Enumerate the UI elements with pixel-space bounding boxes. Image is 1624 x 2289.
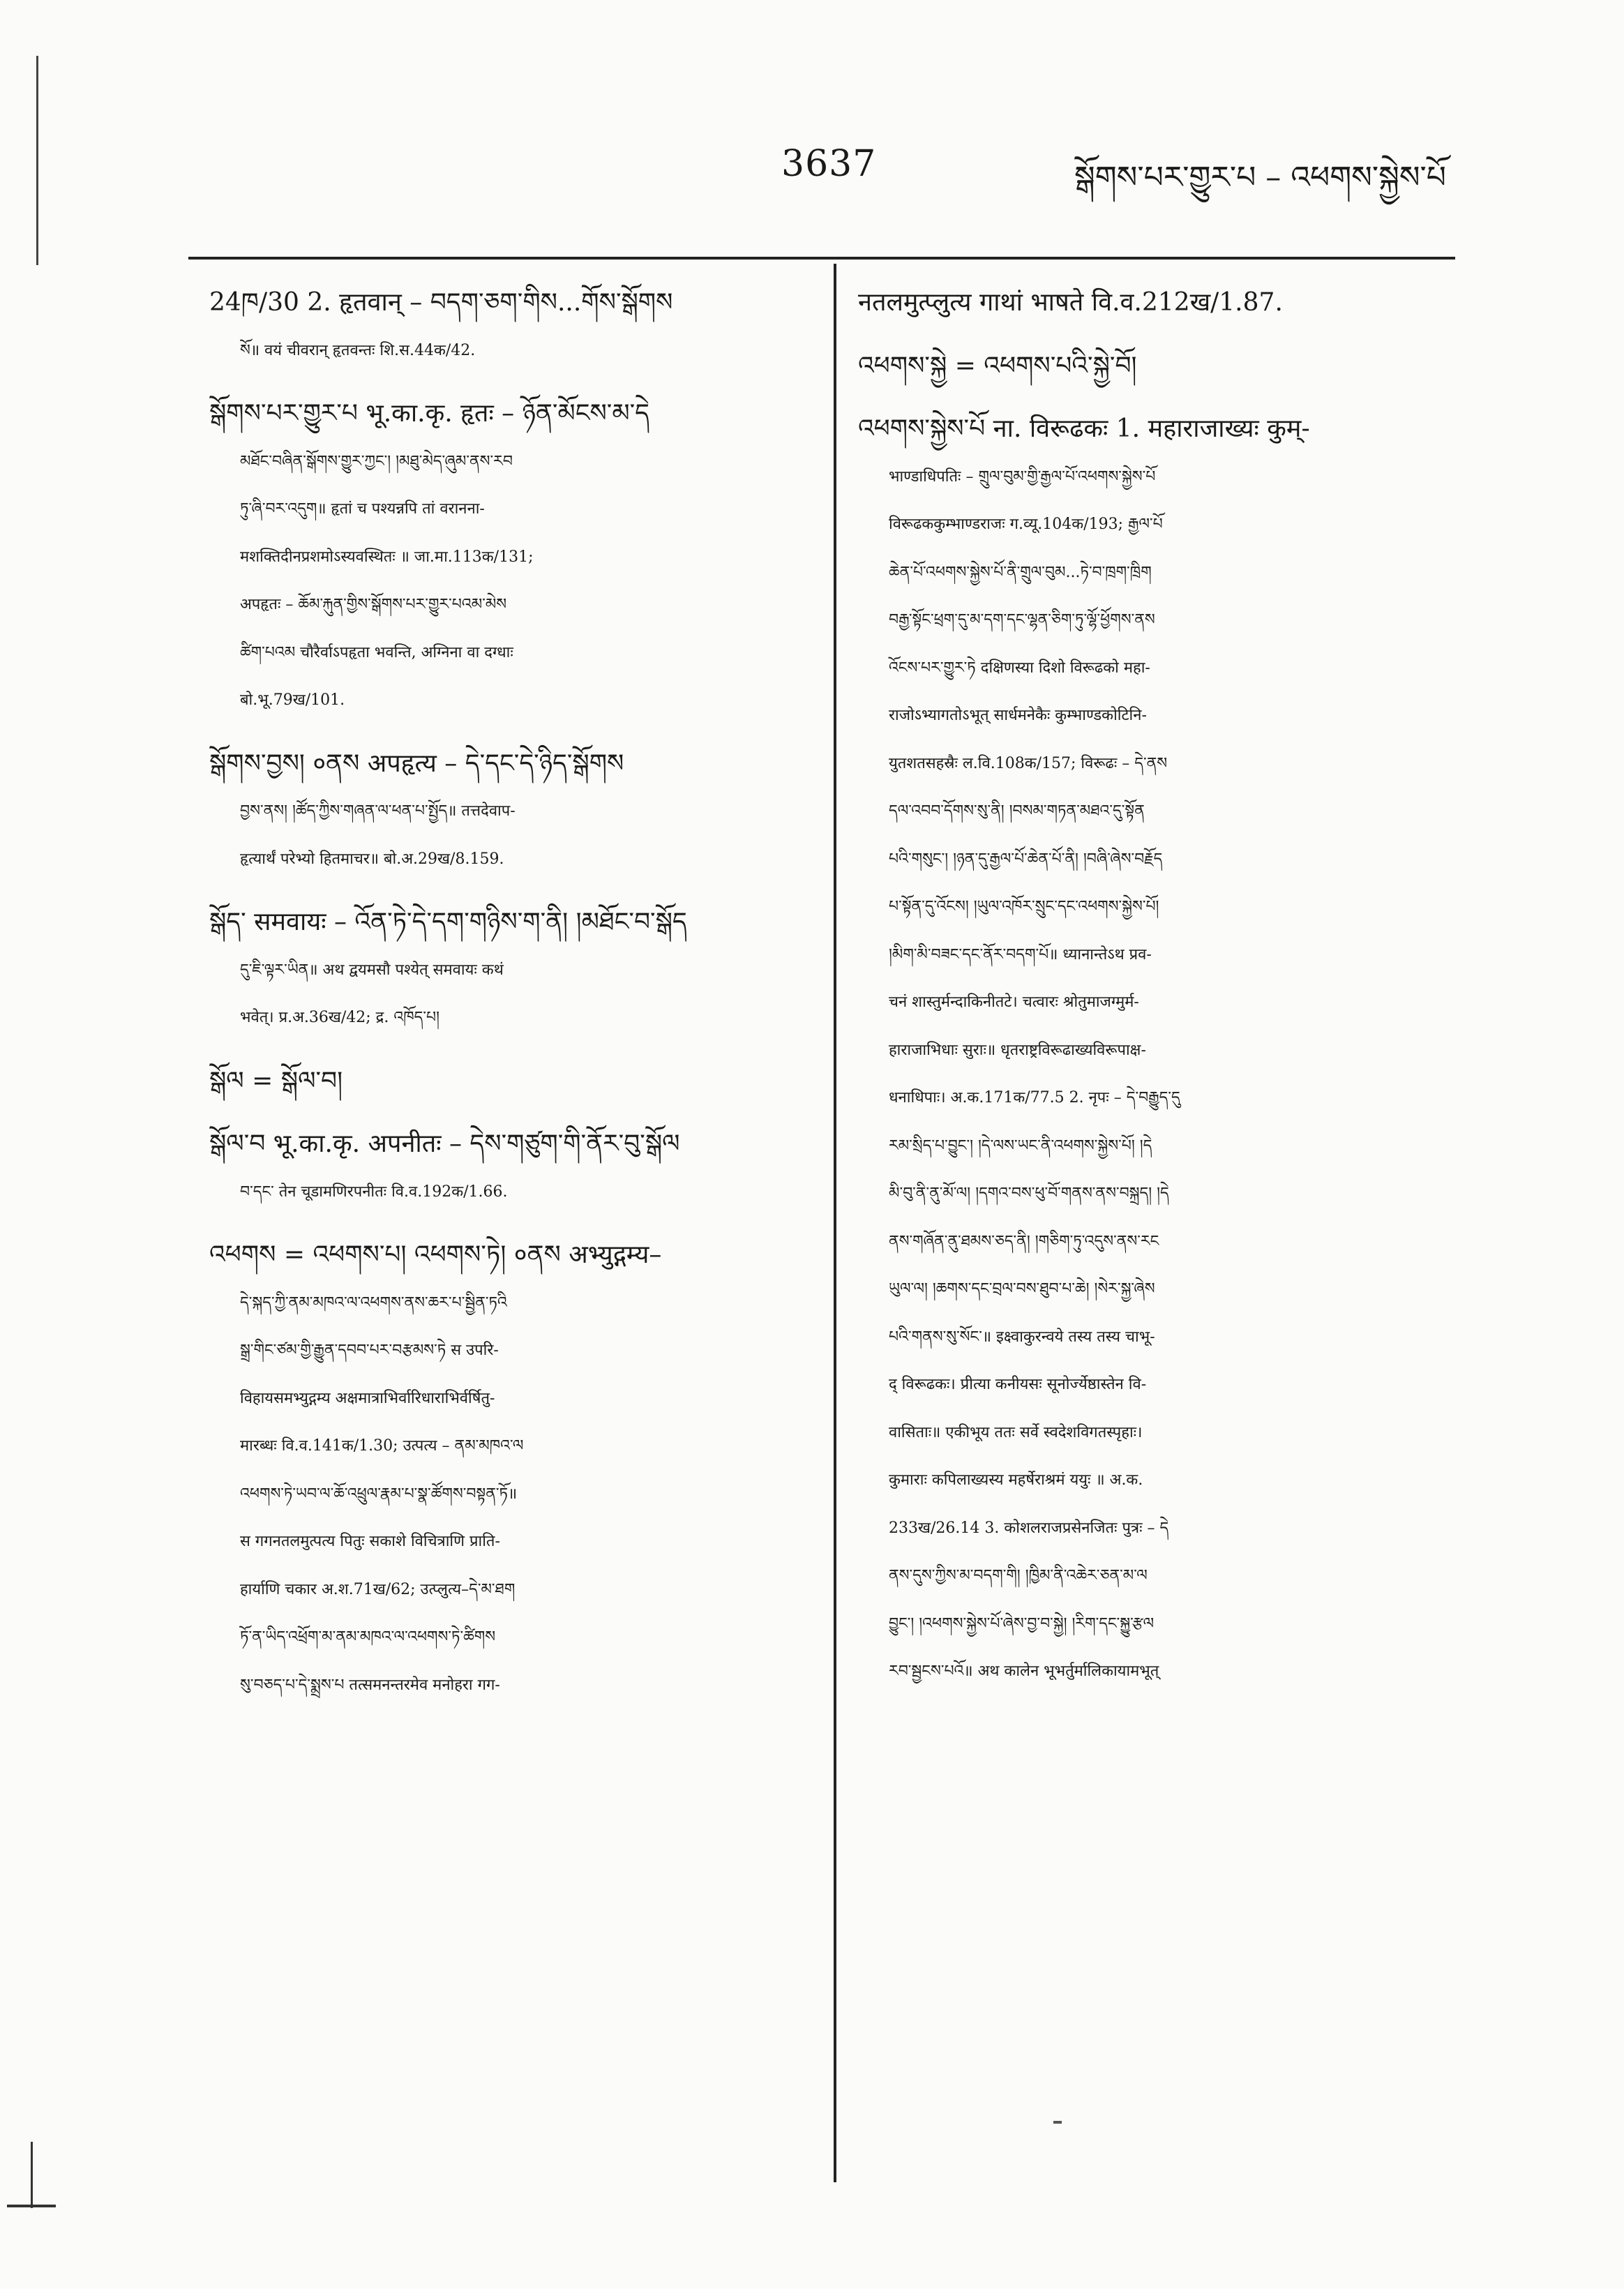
entry-line: འོངས་པར་གྱུར་ཏེ दक्षिणस्या दिशो विरूढको महा-	[889, 659, 1150, 677]
entry-line: ཏོ་ན་ཡིད་འཕྲོག་མ་ནམ་མཁའ་ལ་འཕགས་ཏེ་ཚིགས	[240, 1628, 496, 1646]
entry-line: 233ख/26.14 3. कोशलराजप्रसेनजितः पुत्रः – དེ	[889, 1519, 1169, 1537]
entry-line: པའི་གསུང་། །ཉན་དུ་རྒྱལ་པོ་ཆེན་པོ་ནི། །བཞི་ཞེས་བརྗོད	[889, 850, 1163, 868]
entry-line: དལ་འབབ་དོགས་སུ་ནི། །བསམ་གཏན་མཐའ་དུ་སྟོན	[889, 802, 1145, 820]
entry-line: པའི་གནས་སུ་སོང་॥ इक्ष्वाकुरन्वये तस्य तस्य चाभू-	[889, 1328, 1155, 1346]
entry-line: སྒྲ་གིང་ཙམ་གྱི་རྒྱུན་དབབ་པར་བརྩམས་ཏེ स उपरि-	[240, 1342, 499, 1359]
left-column	[209, 279, 816, 2191]
entry-line: भवेत्। प्र.अ.36ख/42; द्र. འཁོད་པ།	[240, 1009, 439, 1026]
entry-line: སྒོགས་བྱས། ०ནས अपहृत्य – དེ་དང་དེ་ཉིད་སྒོགས	[209, 749, 624, 778]
entry-line: བྱས་ནས། །ཚོད་ཀྱིས་གཞན་ལ་ཕན་པ་སྤྱོད॥ तत्तदेवाप-	[240, 802, 516, 820]
entry-line: །མིག་མི་བཟང་དང་ནོར་བདག་པོ॥ ध्यानान्तेऽथ प्रव-	[889, 945, 1152, 963]
entry-line: སྒོགས་པར་གྱུར་པ भू.का.कृ. हृतः – ཉོན་མོངས་མ་དེ	[209, 399, 650, 428]
entry-line: བརྒྱ་སྟོང་ཕྲག་དུ་མ་དག་དང་ལྷན་ཅིག་ཏུ་ལྷོ་ཕྱོགས་ནས	[889, 611, 1155, 629]
page-number: 3637	[781, 143, 877, 185]
entry-line: སུ་བཅད་པ་དེ་སྨྲས་པ तत्समनन्तरमेव मनोहरा गग-	[240, 1676, 500, 1694]
entry-line: དུ་ཇི་ལྟར་ཡིན॥ अथ द्वयमसौ पश्येत् समवायः कथं	[240, 961, 504, 979]
entry-line: སོ॥ वयं चीवरान् हृतवन्तः शि.स.44क/42.	[240, 341, 476, 359]
entry-line: मशक्तिदीनप्रशमोऽस्यवस्थितः ॥ जा.मा.113क/131;	[240, 548, 534, 566]
entry-line: चनं शास्तुर्मन्दाकिनीतटे। चत्वारः श्रोतुमाजग्मुर्म-	[889, 993, 1139, 1011]
entry-line: འཕགས་སྐྱེ = འཕགས་པའི་སྐྱེ་བོ།	[858, 351, 1137, 380]
entry-line: སྒོལ་བ भू.का.कृ. अपनीतः – དེས་གཙུག་གི་ནོར་བུ་སྒོལ	[209, 1130, 680, 1158]
entry-line: ནས་དུས་ཀྱིས་མ་བདག་གི། །ཁྱིམ་ནི་འཆེར་ཅན་མ་ལ	[889, 1567, 1148, 1584]
entry-line: नतलमुत्प्लुत्य गाथां भाषते वि.व.212ख/1.87.	[858, 288, 1283, 317]
entry-line: སྒོད་ समवायः – འོན་ཏེ་དེ་དག་གཉིས་ག་ནི། །མཐོང་བ་སྒོད	[209, 908, 687, 936]
dictionary-entry	[209, 740, 816, 884]
corner-mark	[31, 2142, 33, 2208]
dictionary-entry	[209, 279, 816, 375]
entry-line: རབ་སྦྱངས་པའོ॥ अथ कालेन भूभर्तुर्मालिकायामभूत्	[889, 1663, 1159, 1680]
entry-line: अपहृतः – ཆོམ་རྐུན་གྱིས་སྒོགས་པར་གྱུར་པའམ་མེས	[240, 596, 507, 613]
entry-line: འཕགས་སྐྱེས་པོ ना. विरूढकः 1. महाराजाख्यः कुम्-	[858, 414, 1310, 443]
corner-mark	[7, 2205, 56, 2207]
entry-line: བྱུང་། །འཕགས་སྐྱེས་པོ་ཞེས་བྱ་བ་སྐྱེ། །རིག་དང་སྐྱུ་རྩལ	[889, 1614, 1155, 1633]
dictionary-entry	[858, 405, 1458, 1696]
dictionary-entry	[858, 279, 1458, 327]
entry-line: हाराजाभिधाः सुराः॥ धृतराष्ट्रविरूढाख्यविरूपाक्ष-	[889, 1041, 1146, 1059]
entry-line: द् विरूढकः। प्रीत्या कनीयसः सूनोर्ज्येष्ठास्तेन वि-	[889, 1376, 1147, 1393]
entry-line: युतशतसहस्रैः ल.वि.108क/157; विरूढः – དེ་ནས	[889, 754, 1168, 772]
entry-line: ནས་གཞོན་ནུ་ཐམས་ཅད་ནི། །གཅིག་ཏུ་འདུས་ནས་རང	[889, 1232, 1159, 1250]
entry-line: ཡུལ་ལ། །ཆགས་དང་བྲལ་བས་ཐུབ་པ་ཆེ། །སེར་སྐྱ་ཞེས	[889, 1280, 1155, 1298]
dictionary-entry	[858, 343, 1458, 391]
entry-line: राजोऽभ्यागतोऽभूत् सार्धमनेकैः कुम्भाण्डकोटिनि-	[889, 707, 1147, 724]
header-rule	[188, 257, 1455, 260]
right-column	[858, 279, 1458, 2191]
entry-line: པ་སྟོན་དུ་འོངས། །ཡུལ་འཁོར་སྲུང་དང་འཕགས་སྐྱེས་པོ།	[889, 898, 1159, 915]
entry-line: विहायसमभ्युद्गम्य अक्षमात्राभिर्वारिधाराभिर्वर्षितु-	[240, 1389, 495, 1407]
entry-line: धनाधिपाः। अ.क.171क/77.5 2. नृपः – དེ་བརྒྱུད་དུ	[889, 1089, 1180, 1106]
entry-line: བ་དང་ तेन चूडामणिरपनीतः वि.व.192क/1.66.	[240, 1183, 508, 1201]
entry-line: འཕགས = འཕགས་པ། འཕགས་ཏེ། ०ནས अभ्युद्गम्य–	[209, 1240, 662, 1269]
entry-line: དེ་སྐད་ཀྱི་ནམ་མཁའ་ལ་འཕགས་ནས་ཆར་པ་སྦྱིན་ཏའི	[240, 1293, 507, 1312]
entry-line: སྒོལ = སྒོལ་བ།	[209, 1066, 343, 1095]
entry-line: वासिताः॥ एकीभूय ततः सर्वे स्वदेशविगतस्पृहाः।	[889, 1423, 1143, 1441]
entry-line: हृत्यार्थं परेभ्यो हितमाचर॥ बो.अ.29ख/8.159.	[240, 850, 504, 868]
entry-line: कुमाराः कपिलाख्यस्य महर्षेराश्रमं ययुः ॥ अ.क.	[889, 1471, 1143, 1489]
dictionary-entry	[209, 1231, 816, 1709]
entry-line: भाण्डाधिपतिः – གྲུལ་བུམ་གྱི་རྒྱལ་པོ་འཕགས་སྐྱེས་པོ	[889, 467, 1156, 486]
entry-line: विरूढककुम्भाण्डराजः ग.व्यू.104क/193; རྒྱལ་པོ	[889, 516, 1163, 533]
running-head: སྒོགས་པར་གྱུར་པ – འཕགས་སྐྱེས་པོ	[1074, 160, 1446, 195]
column-divider	[834, 264, 836, 2182]
entry-line: མཐོང་བཞིན་སྒོགས་གྱུར་ཀྱང་། །མཐུ་མེད་ཞུམ་ནས་རབ	[240, 452, 513, 470]
dictionary-entry	[209, 390, 816, 725]
entry-line: རམ་སྲིད་པ་བྱུང་། །དེ་ལས་ཡང་ནི་འཕགས་སྐྱེས་པོ། །དེ	[889, 1136, 1152, 1155]
entry-line: ཚིག་པའམ चौरैर्वाऽपहृता भवन्ति, अग्निना वा दग्धाः	[240, 643, 513, 661]
entry-line: हार्याणि चकार अ.श.71ख/62; उत्प्लुत्य–དེ་མ་ཐག	[240, 1580, 516, 1598]
entry-line: ཆེན་པོ་འཕགས་སྐྱེས་པོ་ནི་གྲུལ་བུམ...ཏེ་བ་ཁྲག་ཁྲིག	[889, 563, 1152, 581]
entry-line: ཏུ་ཞི་བར་འདུག॥ हृतां च पश्यन्नपि तां वरानना-	[240, 500, 485, 518]
dictionary-entry	[209, 899, 816, 1042]
dictionary-entry	[209, 1058, 816, 1106]
entry-line: मारब्धः वि.व.141क/1.30; उत्पत्य – ནམ་མཁའ་ལ	[240, 1437, 524, 1455]
margin-line	[36, 56, 38, 265]
dictionary-entry	[209, 1120, 816, 1216]
entry-line: स गगनतलमुत्पत्य पितुः सकाशे विचित्राणि प्राति-	[240, 1533, 500, 1550]
entry-line: འཕགས་ཏེ་ཡབ་ལ་ཆོ་འཕྲུལ་རྣམ་པ་སྣ་ཚོགས་བསྟན་ཏོ॥	[240, 1485, 518, 1503]
entry-line: 24ཁ/30 2. हृतवान् – བདག་ཅག་གིས...གོས་སྒོགས	[209, 288, 673, 317]
entry-line: बो.भू.79ख/101.	[240, 691, 345, 709]
entry-line: མི་བུ་ནི་ནུ་མོ་ལ། །དགའ་བས་ཕུ་བོ་གནས་ནས་བསྐྲད། །དེ	[889, 1185, 1169, 1202]
